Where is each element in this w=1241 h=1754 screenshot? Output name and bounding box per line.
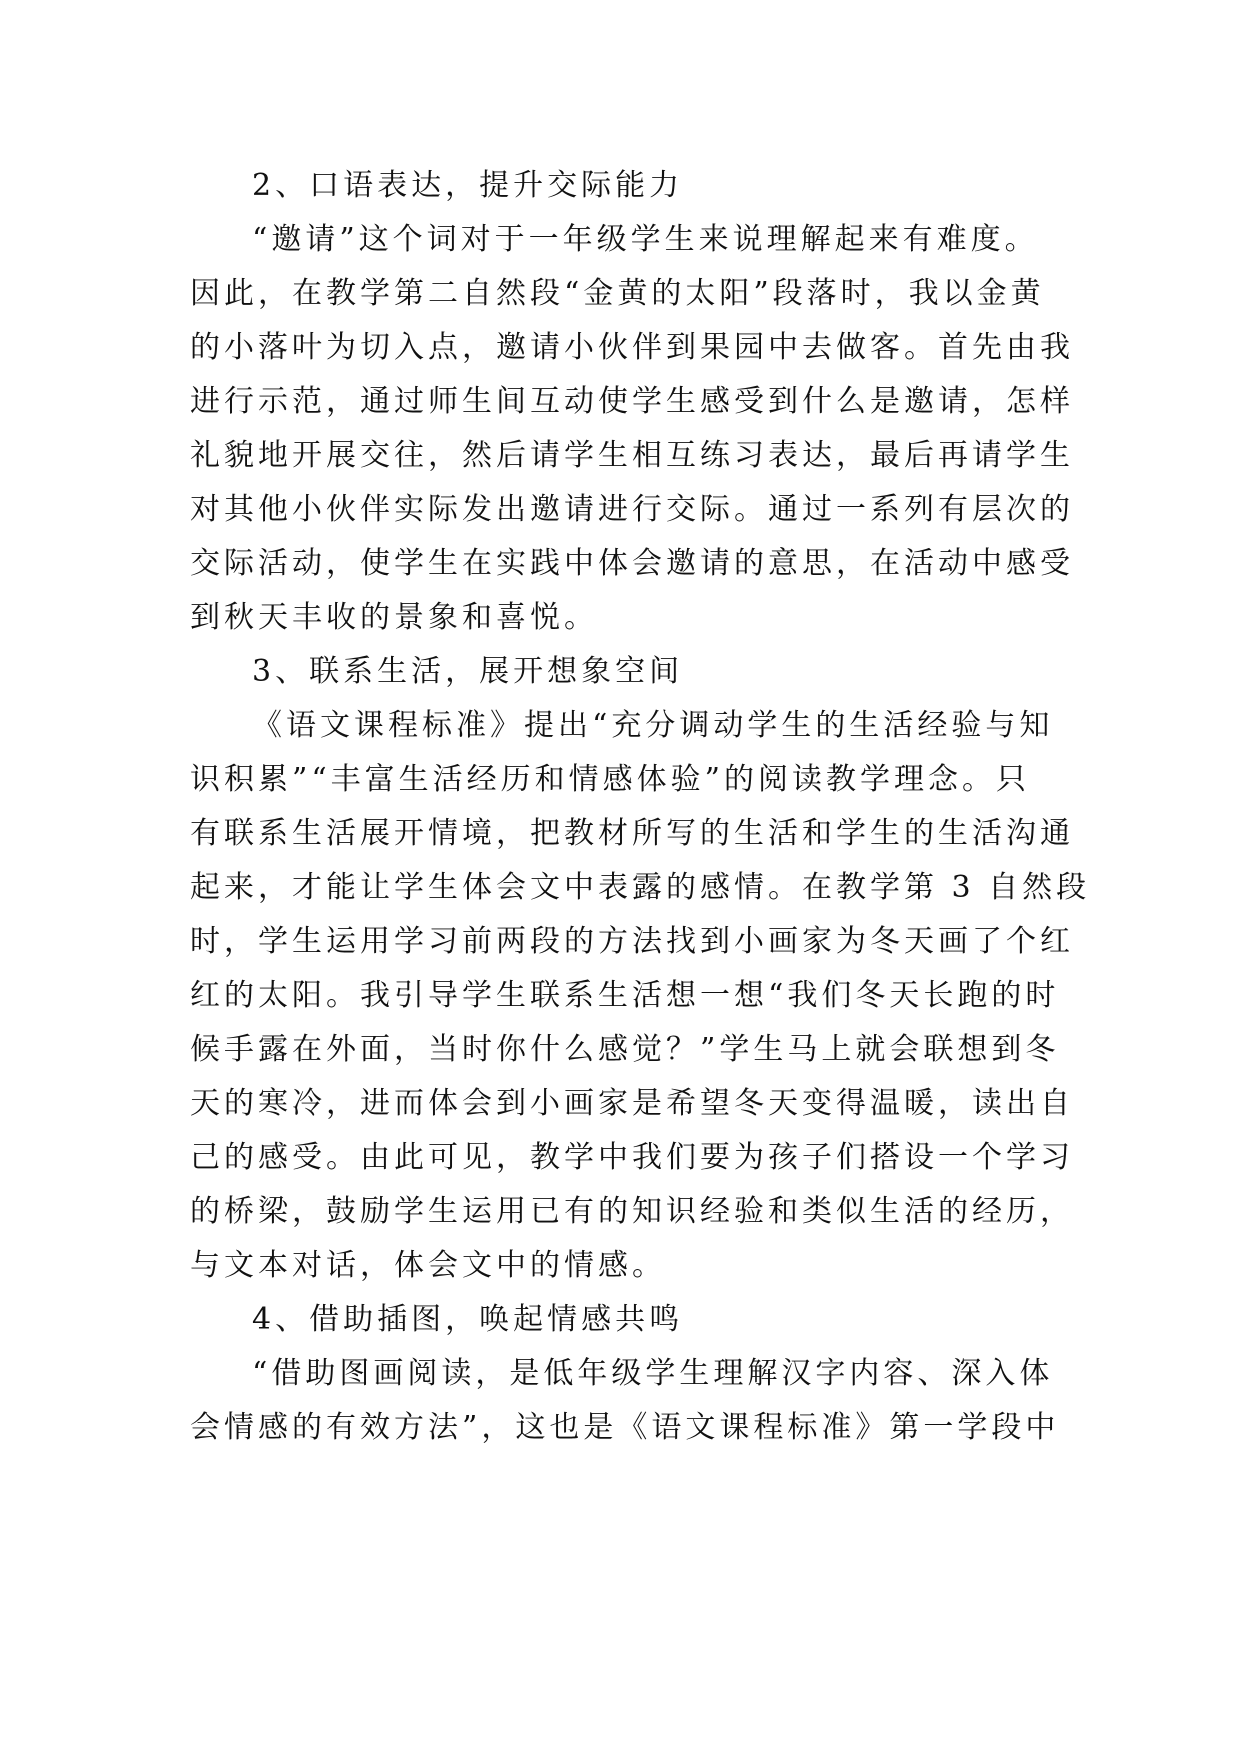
paragraph-line: 交际活动，使学生在实践中体会邀请的意思，在活动中感受 [190, 546, 1074, 581]
paragraph-line: 《语文课程标准》提出“充分调动学生的生活经验与知 [252, 708, 1054, 743]
heading-4: 4、借助插图，唤起情感共鸣 [252, 1302, 684, 1337]
heading-3: 3、联系生活，展开想象空间 [252, 654, 684, 689]
paragraph-line: 因此，在教学第二自然段“金黄的太阳”段落时，我以金黄 [190, 276, 1045, 311]
paragraph-line: “借助图画阅读，是低年级学生理解汉字内容、深入体 [252, 1356, 1054, 1391]
heading-2: 2、口语表达，提升交际能力 [252, 168, 684, 203]
paragraph-line: 识积累”“丰富生活经历和情感体验”的阅读教学理念。只 [190, 762, 1031, 797]
paragraph-line: 进行示范，通过师生间互动使学生感受到什么是邀请，怎样 [190, 384, 1074, 419]
paragraph-line: 天的寒冷，进而体会到小画家是希望冬天变得温暖，读出自 [190, 1086, 1074, 1121]
paragraph-line: 礼貌地开展交往，然后请学生相互练习表达，最后再请学生 [190, 438, 1074, 473]
paragraph-line: 有联系生活展开情境，把教材所写的生活和学生的生活沟通 [190, 816, 1074, 851]
paragraph-line: 对其他小伙伴实际发出邀请进行交际。通过一系列有层次的 [190, 492, 1074, 527]
paragraph-line: 与文本对话，体会文中的情感。 [190, 1248, 666, 1283]
paragraph-line: 候手露在外面，当时你什么感觉？”学生马上就会联想到冬 [190, 1032, 1060, 1067]
paragraph-line: 的桥梁，鼓励学生运用已有的知识经验和类似生活的经历， [190, 1194, 1074, 1229]
paragraph-line: 时，学生运用学习前两段的方法找到小画家为冬天画了个红 [190, 924, 1074, 959]
paragraph-line: 己的感受。由此可见，教学中我们要为孩子们搭设一个学习 [190, 1140, 1074, 1175]
paragraph-line: “邀请”这个词对于一年级学生来说理解起来有难度。 [252, 222, 1039, 257]
paragraph-line: 起来，才能让学生体会文中表露的感情。在教学第 3 自然段 [190, 870, 1091, 905]
paragraph-line: 的小落叶为切入点，邀请小伙伴到果园中去做客。首先由我 [190, 330, 1074, 365]
paragraph-line: 会情感的有效方法”，这也是《语文课程标准》第一学段中 [190, 1410, 1060, 1445]
paragraph-line: 红的太阳。我引导学生联系生活想一想“我们冬天长跑的时 [190, 978, 1060, 1013]
paragraph-line: 到秋天丰收的景象和喜悦。 [190, 600, 598, 635]
